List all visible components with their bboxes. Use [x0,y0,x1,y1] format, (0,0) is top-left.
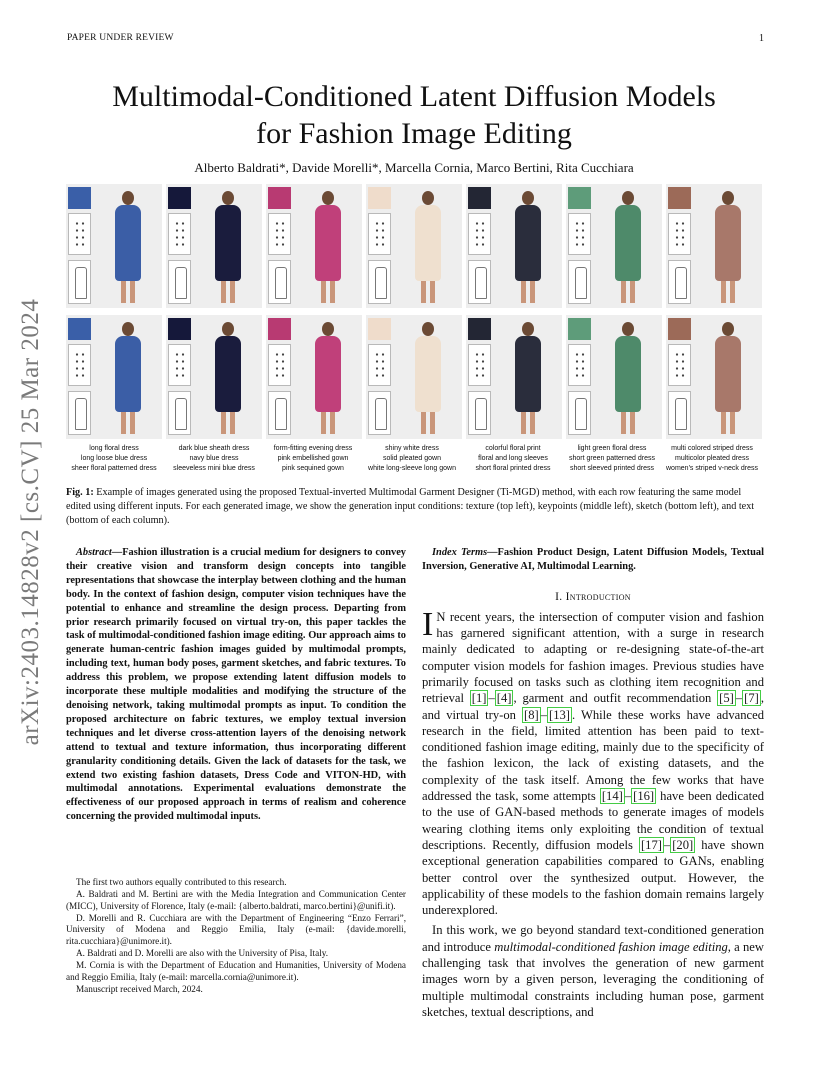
section-number: I. [555,590,563,603]
garment [315,205,341,281]
right-column [422,546,764,1020]
keypoints-condition [568,344,591,386]
garment [215,205,241,281]
condition-text-line: sheer floral patterned dress [71,465,157,472]
model-head [122,191,134,205]
condition-text-line: long floral dress [89,445,139,452]
generated-image [666,184,762,308]
text-run: , a new challenging task that involves the generation of new garment images worn by a given person, leveraging the conditioning of multiple multimodal constraints including human pose, garment sketches, textual descriptions, and [422,939,764,1019]
condition-text-line: floral and long sleeves [478,455,548,462]
index-terms [422,546,764,574]
generated-image [366,184,462,308]
footnote: The first two authors equally contributed to this research. [76,877,287,887]
garment [715,205,741,281]
sketch-condition [68,391,91,435]
footnote: A. Baldrati and M. Bertini are with the Media Integration and Communication Center (MICC), University of Florence, Italy (e-mail: {alberto.baldrati, marco.bertini}@unifi.it). [66,889,406,911]
figure-column [566,184,662,440]
condition-text-line: women's striped v-neck dress [666,465,758,472]
model-figure [94,187,160,306]
garment [715,336,741,412]
model-legs [321,412,335,434]
generated-image [466,315,562,439]
figure-text-condition [263,444,363,474]
abstract [66,546,406,824]
model-legs [121,412,135,434]
condition-text-line: dark blue sheath dress [178,445,250,452]
generated-image [566,184,662,308]
text-run: , garment and outfit recommendation [513,691,718,706]
model-legs [221,412,235,434]
model-figure [194,318,260,437]
citation-link[interactable]: [13] [549,707,570,722]
model-head [222,322,234,336]
sketch-condition [168,391,191,435]
model-figure [194,187,260,306]
teaser-figure [66,184,762,440]
citation-link[interactable]: [7] [744,691,759,706]
keypoints-condition [368,344,391,386]
sketch-condition [568,391,591,435]
garment [615,336,641,412]
sketch-condition [468,260,491,304]
footnotes [66,877,406,996]
citation-link[interactable]: [20] [672,837,694,852]
citation-link[interactable]: [4] [496,691,512,706]
figure-text-condition [164,444,264,474]
title-line-2: for Fashion Image Editing [256,117,572,150]
condition-text-line: light green floral dress [577,445,647,452]
keypoints-condition [168,213,191,255]
citation-link[interactable]: [1] [471,691,487,706]
figure-text-condition [362,444,462,474]
sketch-condition [668,260,691,304]
model-figure [494,318,560,437]
model-figure [694,318,760,437]
generated-image [166,184,262,308]
page-number: 1 [759,33,764,44]
sketch-condition [368,391,391,435]
keypoints-condition [168,344,191,386]
model-figure [394,187,460,306]
garment [315,336,341,412]
generated-image [166,315,262,439]
condition-text-line: short floral printed dress [475,465,551,472]
sketch-condition [168,260,191,304]
model-head [722,322,734,336]
figure-column [666,184,762,440]
figure-text-condition [463,444,563,474]
abstract-label: Abstract [76,547,112,558]
keypoints-condition [668,344,691,386]
figure-column [266,184,362,440]
texture-condition [668,187,691,209]
garment [515,336,541,412]
texture-condition [268,318,291,340]
texture-condition [468,318,491,340]
keypoints-condition [268,344,291,386]
model-figure [294,187,360,306]
keypoints-condition [468,213,491,255]
texture-condition [668,318,691,340]
condition-text-line: sleeveless mini blue dress [173,465,255,472]
model-figure [594,187,660,306]
model-legs [621,281,635,303]
intro-paragraph-2 [422,922,764,1020]
condition-text-line: shiny white dress [385,445,439,452]
text-run: N recent years, the intersection of computer vision and fashion has garnered significant attention, with a surge in research mainly dedicated to adapting or re-designing state-of-the-art computer vision models for fashion images. Previous studies have primarily focused on tasks such as clothing item recognition and retrieval [422,609,764,706]
model-legs [121,281,135,303]
figure-text-condition [662,444,762,474]
footnote: Manuscript received March, 2024. [76,983,203,994]
generated-image [266,315,362,439]
footnote: M. Cornia is with the Department of Education and Humanities, University of Modena and Reggio Emilia, Italy (e-mail: marcella.cornia@unimore.it). [66,960,406,982]
citation-link[interactable]: [16] [633,789,655,804]
figure-text-condition [64,444,164,474]
caption-text: Example of images generated using the proposed Textual-inverted Multimodal Garment Designer (Ti-MGD) method, with each row featuring the same model edited using different inputs. For each generated image, we show the generation input conditions: texture (top left), keypoints (middle left), sketch (bottom left), and text (bottom of each column). [66,487,755,526]
texture-condition [568,318,591,340]
figure-labels [66,444,762,474]
sketch-condition [668,391,691,435]
model-head [622,191,634,205]
generated-image [666,315,762,439]
abstract-text: —Fashion illustration is a crucial medium for designers to convey their creative vision and transform design concepts into tangible representations that showcase the interplay between clothing and the human body. In the context of fashion design, computer vision techniques have the potential to enhance and streamline the design process. Departing from prior research primarily focused on virtual try-on, this paper tackles the task of multimodal-conditioned fashion image editing. Our approach aims to generate human-centric fashion images guided by multimodal prompts, including text, human body poses, garment sketches, and fabric textures. To address this problem, we propose extending latent diffusion models to incorporate these multiple modalities and modifying the structure of the denoising network, taking multimodal prompts as input. To condition the proposed architecture on fabric textures, we employ textual inversion techniques and let diverse cross-attention layers of the denoising network attend to textual and texture information, thus incorporating different granularity conditioning details. Given the lack of datasets for the task, we extend two existing fashion datasets, Dress Code and VITON-HD, with multimodal annotations. Experimental evaluations demonstrate the effectiveness of our proposed approach in terms of realism and coherence concerning the provided multimodal inputs. [66,547,406,823]
title-line-1: Multimodal-Conditioned Latent Diffusion Models [112,80,716,113]
generated-image [266,184,362,308]
generated-image [66,184,162,308]
figure-text-condition [562,444,662,474]
keypoints-condition [568,213,591,255]
condition-text-line: short green patterned dress [569,455,655,462]
text-run: have shown exceptional generation capabilities compared to GANs, enabling better control over the synthesized output. However, the applicability of these models to the fashion domain remains largely underexplored. [422,837,764,918]
keypoints-condition [368,213,391,255]
garment [515,205,541,281]
model-figure [494,187,560,306]
model-figure [694,187,760,306]
figure-column [466,184,562,440]
model-legs [321,281,335,303]
model-legs [721,412,735,434]
introduction-text [422,605,764,1020]
condition-text-line: pink sequined gown [282,465,344,472]
model-head [522,191,534,205]
caption-label: Fig. 1: [66,487,94,498]
citation-link[interactable]: [8] [524,707,539,722]
condition-text-line: multi colored striped dress [671,445,753,452]
condition-text-line: colorful floral print [485,445,541,452]
generated-image [366,315,462,439]
model-head [422,191,434,205]
citation-link[interactable]: [17] [640,837,662,852]
figure-column [166,184,262,440]
task-name: multimodal-conditioned fashion image editing [494,939,728,954]
texture-condition [468,187,491,209]
model-figure [394,318,460,437]
texture-condition [168,187,191,209]
model-head [622,322,634,336]
sketch-condition [568,260,591,304]
sketch-condition [68,260,91,304]
condition-text-line: short sleeved printed dress [569,465,655,472]
footnote: D. Morelli and R. Cucchiara are with the Department of Engineering “Enzo Ferrari”, University of Modena and Reggio Emilia, Italy (e-mail: {davide.morelli, rita.cucchiara}@unimore.it). [66,912,406,946]
condition-text-line: pink embellished gown [277,455,349,462]
generated-image [66,315,162,439]
model-legs [621,412,635,434]
sketch-condition [268,260,291,304]
condition-text-line: multicolor pleated dress [675,455,749,462]
text-run: In this work, we go beyond standard text-conditioned generation and introduce [422,923,764,954]
section-heading [422,591,764,603]
keypoints-condition [68,213,91,255]
model-head [322,322,334,336]
keypoints-condition [268,213,291,255]
garment [215,336,241,412]
sketch-condition [468,391,491,435]
texture-condition [568,187,591,209]
sketch-condition [368,260,391,304]
text-run: have been dedicated to the use of GAN-based methods to generate images of models wearing clothing items only exploiting the condition of textual descriptions. Recently, diffusion models [422,789,764,852]
section-title: Introduction [565,590,631,603]
dropcap: I [422,605,434,643]
garment [115,205,141,281]
left-column [66,546,406,824]
arxiv-stamp [0,0,60,1072]
keypoints-condition [468,344,491,386]
model-legs [721,281,735,303]
generated-image [466,184,562,308]
condition-text-line: navy blue dress [189,455,239,462]
condition-text-line: long loose blue dress [80,455,148,462]
model-legs [521,281,535,303]
garment [415,205,441,281]
footnote: A. Baldrati and D. Morelli are also with the University of Pisa, Italy. [76,948,329,959]
condition-text-line: solid pleated gown [383,455,441,462]
texture-condition [368,318,391,340]
figure-caption [66,486,763,528]
model-head [122,322,134,336]
garment [415,336,441,412]
sketch-condition [268,391,291,435]
texture-condition [68,187,91,209]
model-figure [94,318,160,437]
model-head [422,322,434,336]
model-legs [521,412,535,434]
text-run: , and virtual try-on [422,691,764,722]
texture-condition [368,187,391,209]
keypoints-condition [668,213,691,255]
garment [115,336,141,412]
condition-text-line: white long-sleeve long gown [368,465,456,472]
figure-column [366,184,462,440]
text-run: . While these works have advanced research in the field, limited attention has been paid to text-conditioned fashion image editing, mainly due to the specificity of the fashion lexicon, the lack of existing datasets, and the complexity of the task itself. Among the few works that have addressed the task, some attempts [422,707,764,804]
condition-text-line: form-fitting evening dress [273,445,353,452]
model-figure [594,318,660,437]
arxiv-id: arXiv:2403.14828v2 [cs.CV] 25 Mar 2024 [17,298,44,746]
paper-title [60,78,768,152]
model-legs [421,281,435,303]
running-header: PAPER UNDER REVIEW [67,33,174,43]
citation-link[interactable]: [5] [719,691,734,706]
model-head [522,322,534,336]
model-figure [294,318,360,437]
texture-condition [168,318,191,340]
texture-condition [68,318,91,340]
intro-paragraph-1: I N recent years, the intersection of computer vision and fashion has garnered significant attention, with a surge in research mainly dedicated to adapting or re-designing state-of-the-art computer vision models for fashion images. Previous studies have primarily focused on tasks such as clothing item recognition and retrieval [1] – [4] , garment and outfit recommendation [5] – [7] , and virtual try-on [8] – [13] . While these works have advanced research in the field, limited attention has been paid to text-conditioned fashion image editing, mainly due to the specificity of the fashion lexicon, the lack of existing datasets, and the complexity of the task itself. Among the few works that have addressed the task, some attempts [14] – [16] have been dedicated to the use of GAN-based methods to generate images of models wearing clothing items only exploiting the condition of textual descriptions. Recently, diffusion models [17] – [20] have shown exceptional generation capabilities compared to GANs, enabling better control over the synthesized output. However, the applicability of these models to the fashion domain remains largely underexplored. [422,605,764,918]
index-terms-text: —Fashion Product Design, Latent Diffusion Models, Textual Inversion, Generative AI, Multimodal Learning. [422,547,764,572]
model-head [722,191,734,205]
figure-column [66,184,162,440]
author-list: Alberto Baldrati*, Davide Morelli*, Marcella Cornia, Marco Bertini, Rita Cucchiara [194,160,634,175]
model-head [322,191,334,205]
model-head [222,191,234,205]
model-legs [421,412,435,434]
garment [615,205,641,281]
texture-condition [268,187,291,209]
generated-image [566,315,662,439]
citation-link[interactable]: [14] [601,789,623,804]
keypoints-condition [68,344,91,386]
model-legs [221,281,235,303]
index-terms-label: Index Terms [432,547,488,558]
